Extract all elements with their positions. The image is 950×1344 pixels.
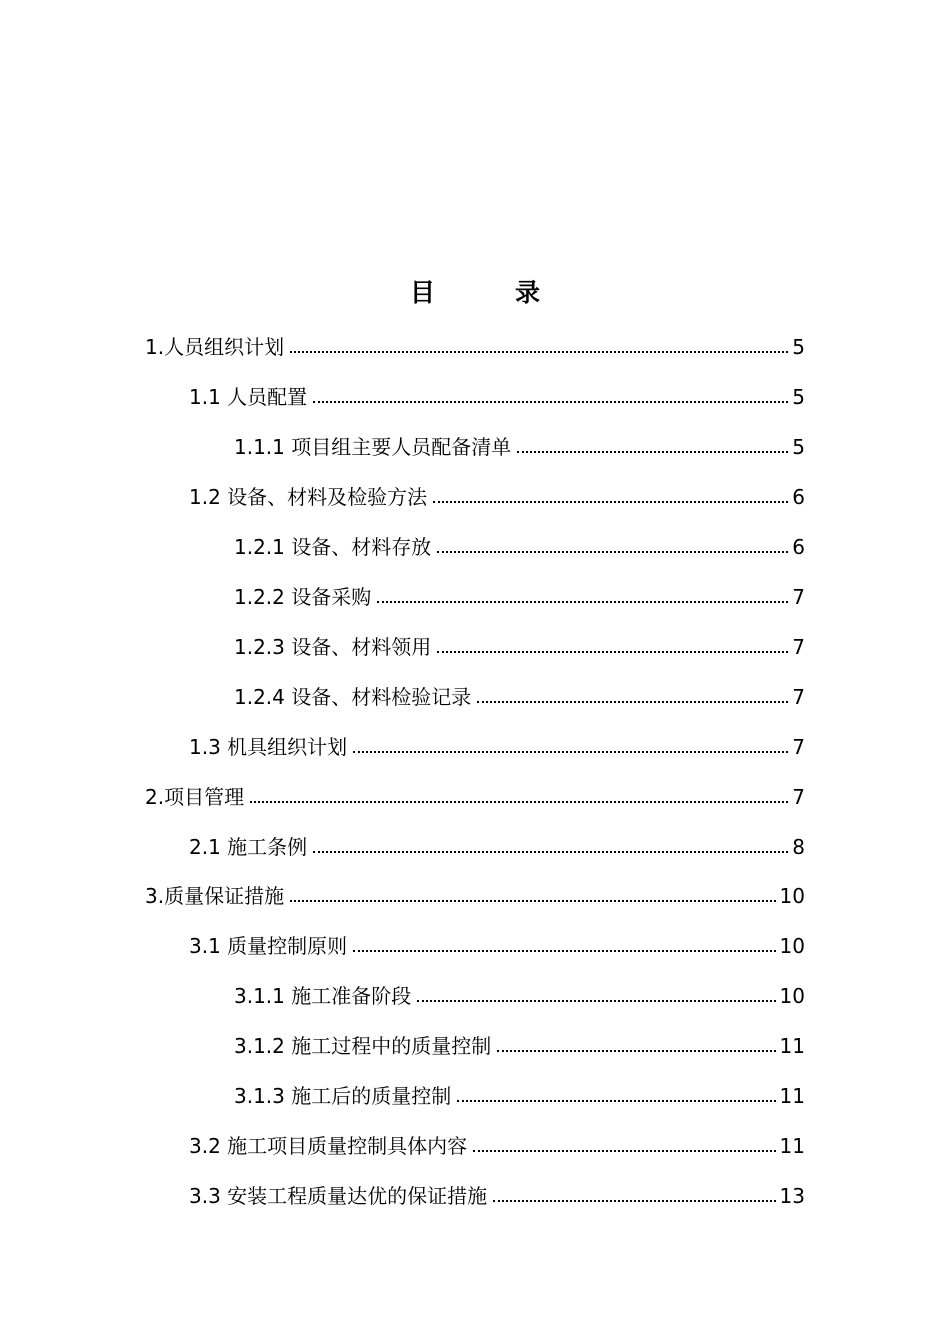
toc-entry-text: 1.2 设备、材料及检验方法 [189,485,428,509]
toc-dot-leader [313,851,788,853]
toc-entry-text: 1.2.3 设备、材料领用 [234,635,432,659]
toc-dot-leader [353,950,775,952]
toc-entry-text: 3.1.1 施工准备阶段 [234,984,412,1008]
toc-entry[interactable] [234,977,805,1011]
toc-entry-text: 1.1 人员配置 [189,385,308,409]
toc-entry-text: 1.2.1 设备、材料存放 [234,535,432,559]
toc-entry-text: 1.2.4 设备、材料检验记录 [234,685,472,709]
toc-entry-page: 7 [792,785,805,809]
toc-dot-leader [353,751,788,753]
toc-entry-page: 5 [792,435,805,459]
toc-dot-leader [517,451,788,453]
toc-entry-text: 3.1.3 施工后的质量控制 [234,1084,452,1108]
toc-entry[interactable] [189,828,805,862]
toc-dot-leader [437,651,788,653]
toc-entry-page: 7 [792,735,805,759]
toc-entry-page: 5 [792,385,805,409]
toc-entry[interactable] [189,1127,805,1161]
toc-entry-text: 1.人员组织计划 [145,335,285,359]
toc-entry[interactable] [145,328,805,362]
toc-dot-leader [473,1150,775,1152]
toc-entry-page: 11 [779,1034,805,1058]
toc-entry-text: 2.项目管理 [145,785,245,809]
toc-entry-text: 3.质量保证措施 [145,884,285,908]
toc-entry-page: 13 [779,1184,805,1208]
toc-entry[interactable] [234,528,805,562]
toc-title [0,276,950,310]
toc-entry-text: 3.2 施工项目质量控制具体内容 [189,1134,468,1158]
toc-entry-page: 5 [792,335,805,359]
toc-dot-leader [477,701,788,703]
toc-entry-page: 6 [792,535,805,559]
toc-entry[interactable] [145,778,805,812]
toc-entry[interactable] [234,678,805,712]
toc-dot-leader [493,1200,775,1202]
toc-entry[interactable] [189,728,805,762]
toc-entry[interactable] [189,1177,805,1211]
toc-entry[interactable] [189,478,805,512]
toc-title-char-2: 录 [515,278,541,307]
toc-entry[interactable] [234,1027,805,1061]
toc-entry[interactable] [145,877,805,911]
toc-entry-page: 11 [779,1134,805,1158]
toc-dot-leader [313,401,788,403]
toc-dot-leader [437,551,788,553]
toc-entry-page: 10 [779,934,805,958]
toc-dot-leader [377,601,788,603]
toc-entry-text: 1.2.2 设备采购 [234,585,372,609]
toc-entry-text: 3.1.2 施工过程中的质量控制 [234,1034,492,1058]
toc-entry-page: 10 [779,884,805,908]
toc-dot-leader [433,501,788,503]
toc-entry[interactable] [189,378,805,412]
toc-entry-text: 1.3 机具组织计划 [189,735,348,759]
toc-entry-text: 3.3 安装工程质量达优的保证措施 [189,1184,488,1208]
toc-title-char-1: 目 [409,278,435,307]
toc-dot-leader [250,801,788,803]
toc-entry[interactable] [234,628,805,662]
toc-entry[interactable] [189,927,805,961]
toc-entry-page: 8 [792,835,805,859]
toc-entry-text: 1.1.1 项目组主要人员配备清单 [234,435,512,459]
toc-entry-page: 11 [779,1084,805,1108]
toc-entry-page: 7 [792,585,805,609]
toc-entry-page: 7 [792,685,805,709]
toc-dot-leader [497,1050,775,1052]
toc-entry[interactable] [234,428,805,462]
toc-dot-leader [417,1000,775,1002]
toc-entry-text: 3.1 质量控制原则 [189,934,348,958]
toc-entry-page: 6 [792,485,805,509]
toc-dot-leader [290,351,788,353]
toc-entry-page: 10 [779,984,805,1008]
toc-entry-page: 7 [792,635,805,659]
toc-entry[interactable] [234,1077,805,1111]
toc-dot-leader [457,1100,775,1102]
toc-entry-text: 2.1 施工条例 [189,835,308,859]
toc-entry[interactable] [234,578,805,612]
toc-dot-leader [290,900,775,902]
